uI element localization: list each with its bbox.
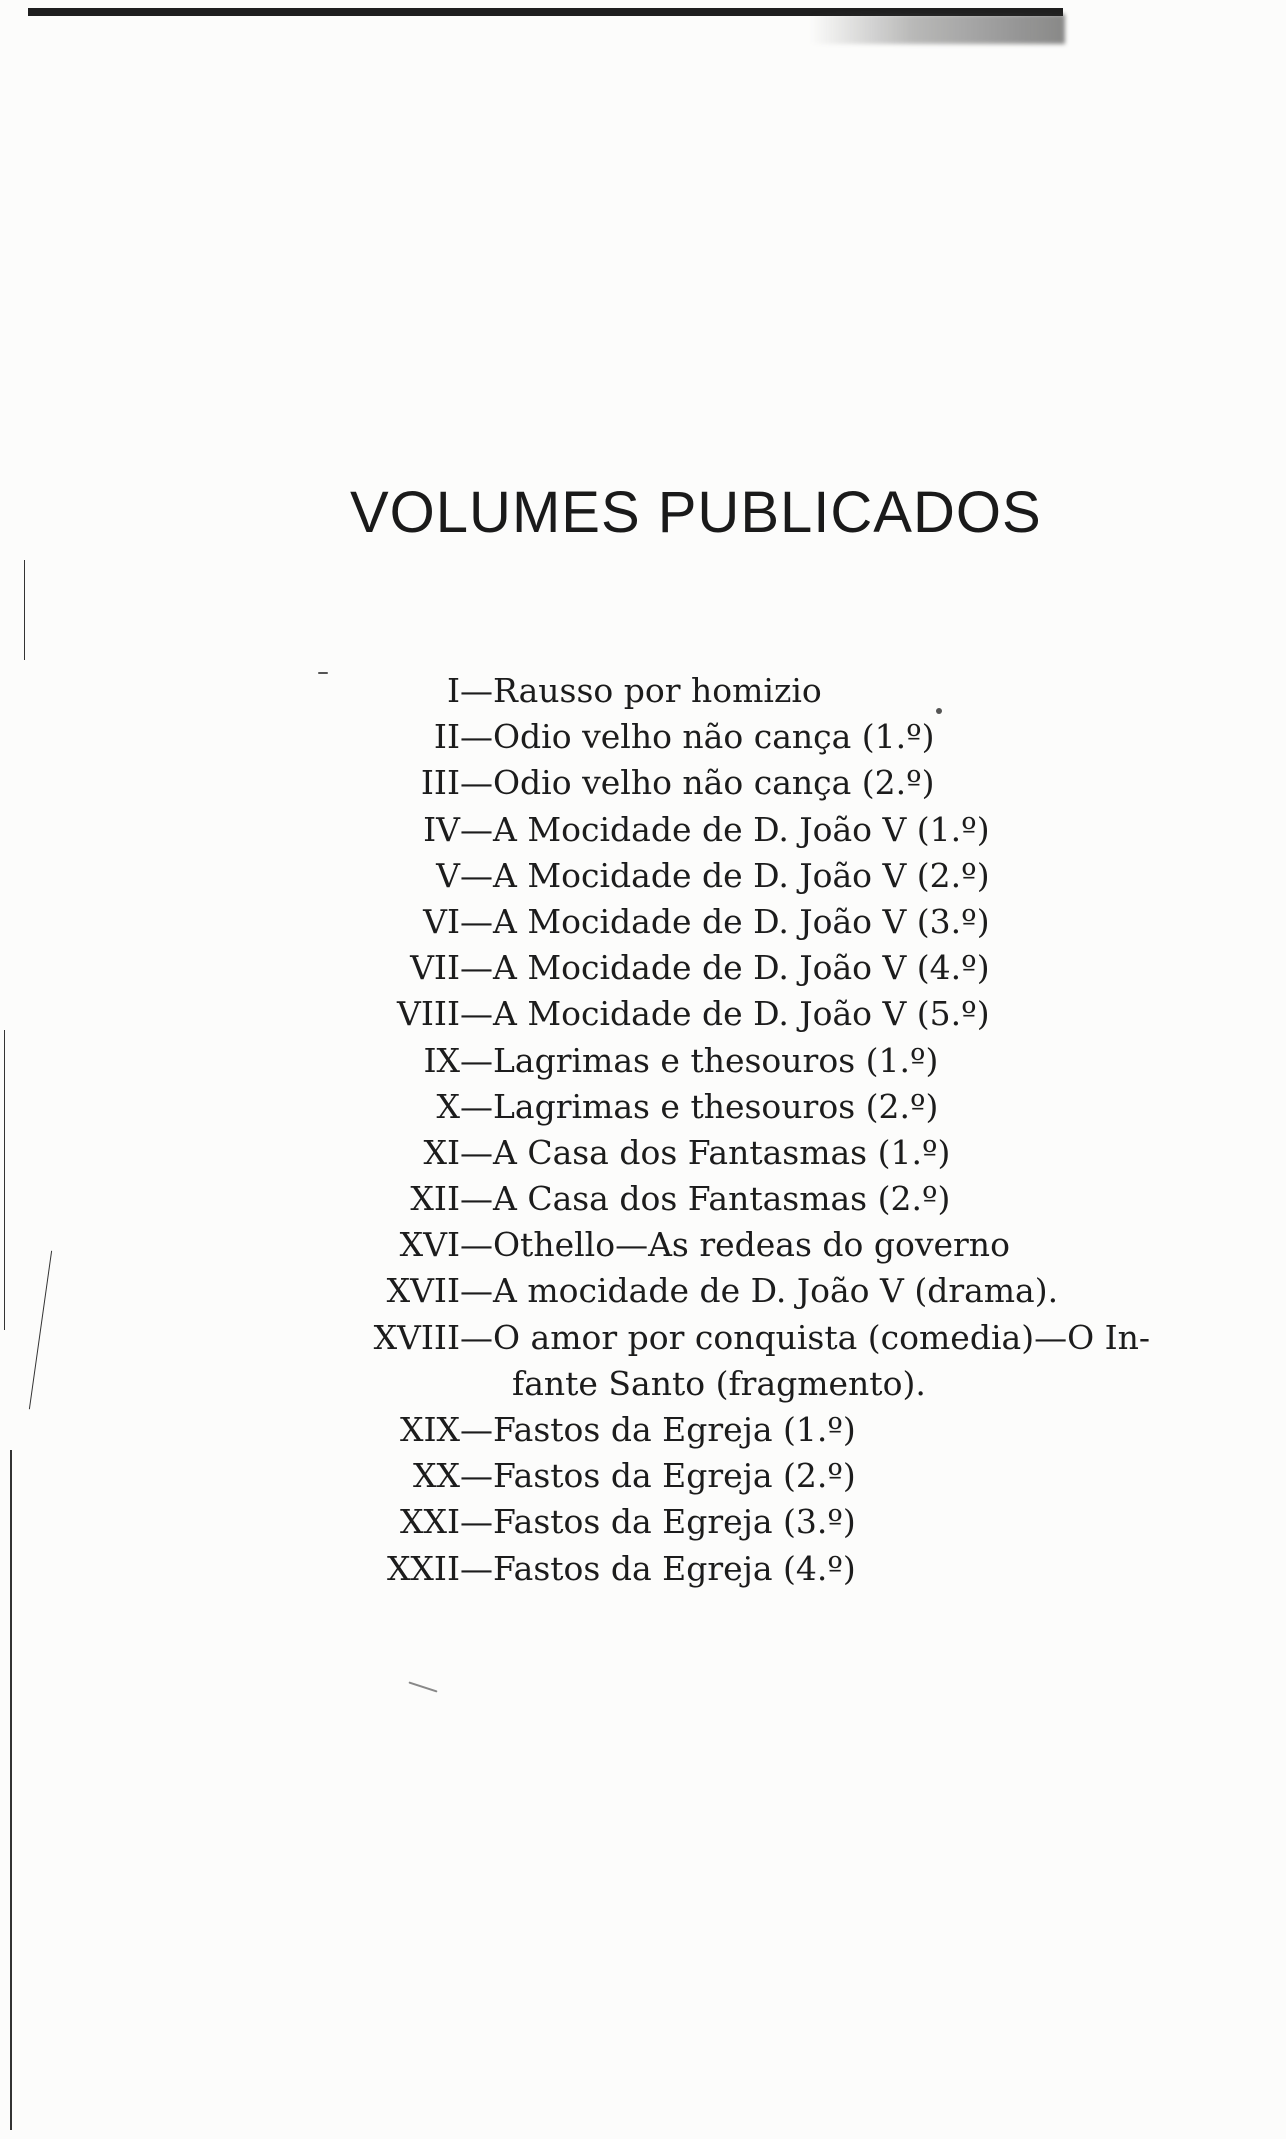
list-item [0, 1268, 1286, 1314]
separator-dash: — [460, 1225, 493, 1265]
list-item [0, 1546, 1286, 1592]
volume-number: VI [423, 901, 460, 941]
volume-title: Fastos da Egreja (2.º) [493, 1456, 856, 1496]
separator-dash: — [460, 763, 493, 803]
volume-number: XVI [399, 1225, 460, 1265]
list-item [0, 899, 1286, 945]
ink-speck [408, 1681, 437, 1692]
volume-number: III [420, 763, 460, 803]
volume-title: A Casa dos Fantasmas (1.º) [493, 1132, 951, 1172]
list-item [0, 1499, 1286, 1545]
volume-title: A Mocidade de D. João V (5.º) [493, 994, 990, 1034]
list-item [0, 760, 1286, 806]
list-item [0, 807, 1286, 853]
list-item [0, 1038, 1286, 1084]
list-item [0, 1315, 1286, 1361]
volume-title: fante Santo (fragmento). [512, 1363, 926, 1403]
separator-dash: — [460, 1132, 493, 1172]
volume-number: IV [423, 809, 460, 849]
separator-dash: — [460, 1317, 493, 1357]
volume-title: A Casa dos Fantasmas (2.º) [493, 1179, 951, 1219]
list-item [0, 991, 1286, 1037]
separator-dash: — [460, 1179, 493, 1219]
volume-number: VIII [397, 994, 460, 1034]
list-item [0, 1453, 1286, 1499]
separator-dash: — [460, 809, 493, 849]
separator-dash: — [460, 1456, 493, 1496]
volume-title: A Mocidade de D. João V (1.º) [493, 809, 990, 849]
page-title: VOLUMES PUBLICADOS [350, 480, 1042, 545]
list-item [0, 853, 1286, 899]
volume-title: Odio velho não cança (1.º) [493, 717, 935, 757]
volume-number: IX [423, 1040, 460, 1080]
list-item [0, 1222, 1286, 1268]
volume-number: XVII [386, 1271, 460, 1311]
volume-title: A Mocidade de D. João V (4.º) [493, 948, 990, 988]
volume-title: Fastos da Egreja (4.º) [493, 1548, 856, 1588]
volume-number: XVIII [373, 1317, 460, 1357]
volume-number: V [436, 855, 460, 895]
volume-number: XI [423, 1132, 460, 1172]
list-item [0, 714, 1286, 760]
volume-number: I [446, 671, 460, 710]
list-item [0, 945, 1286, 991]
separator-dash: — [460, 671, 493, 710]
separator-dash: — [460, 1271, 493, 1311]
volumes-list [0, 668, 1286, 1592]
volume-number: II [433, 717, 460, 757]
volume-title: Rausso por homizio [493, 671, 822, 710]
volume-title: Fastos da Egreja (3.º) [493, 1502, 856, 1542]
separator-dash: — [460, 855, 493, 895]
separator-dash: — [460, 994, 493, 1034]
list-item [0, 1176, 1286, 1222]
volume-number: XXII [386, 1548, 460, 1588]
volume-number: XII [410, 1179, 460, 1219]
edge-line [24, 560, 25, 660]
volume-title: A Mocidade de D. João V (2.º) [493, 855, 990, 895]
volume-title: Fastos da Egreja (1.º) [493, 1410, 856, 1449]
volume-title: O amor por conquista (comedia)—O In- [493, 1317, 1151, 1357]
volume-number: XX [413, 1456, 460, 1496]
separator-dash: — [460, 717, 493, 757]
list-item [0, 1084, 1286, 1130]
volume-title: Othello—As redeas do governo [493, 1225, 1010, 1265]
separator-dash: — [460, 1040, 493, 1080]
separator-dash: — [460, 1086, 493, 1126]
list-item [0, 1407, 1286, 1453]
volume-title: Lagrimas e thesouros (1.º) [493, 1040, 939, 1080]
separator-dash: — [460, 1548, 493, 1588]
volume-number: XXI [399, 1502, 460, 1542]
separator-dash: — [460, 1502, 493, 1542]
volume-number: X [436, 1086, 460, 1126]
separator-dash: — [460, 901, 493, 941]
volume-number: VII [410, 948, 460, 988]
list-item [0, 1361, 1286, 1407]
separator-dash: — [460, 948, 493, 988]
volume-title: A Mocidade de D. João V (3.º) [493, 901, 990, 941]
volume-number: XIX [399, 1410, 460, 1449]
list-item [0, 1130, 1286, 1176]
volume-title: Odio velho não cança (2.º) [493, 763, 935, 803]
volume-title: A mocidade de D. João V (drama). [493, 1271, 1059, 1311]
ink-smear [810, 14, 1065, 44]
separator-dash: — [460, 1410, 493, 1449]
list-item [0, 668, 1286, 714]
volume-title: Lagrimas e thesouros (2.º) [493, 1086, 939, 1126]
